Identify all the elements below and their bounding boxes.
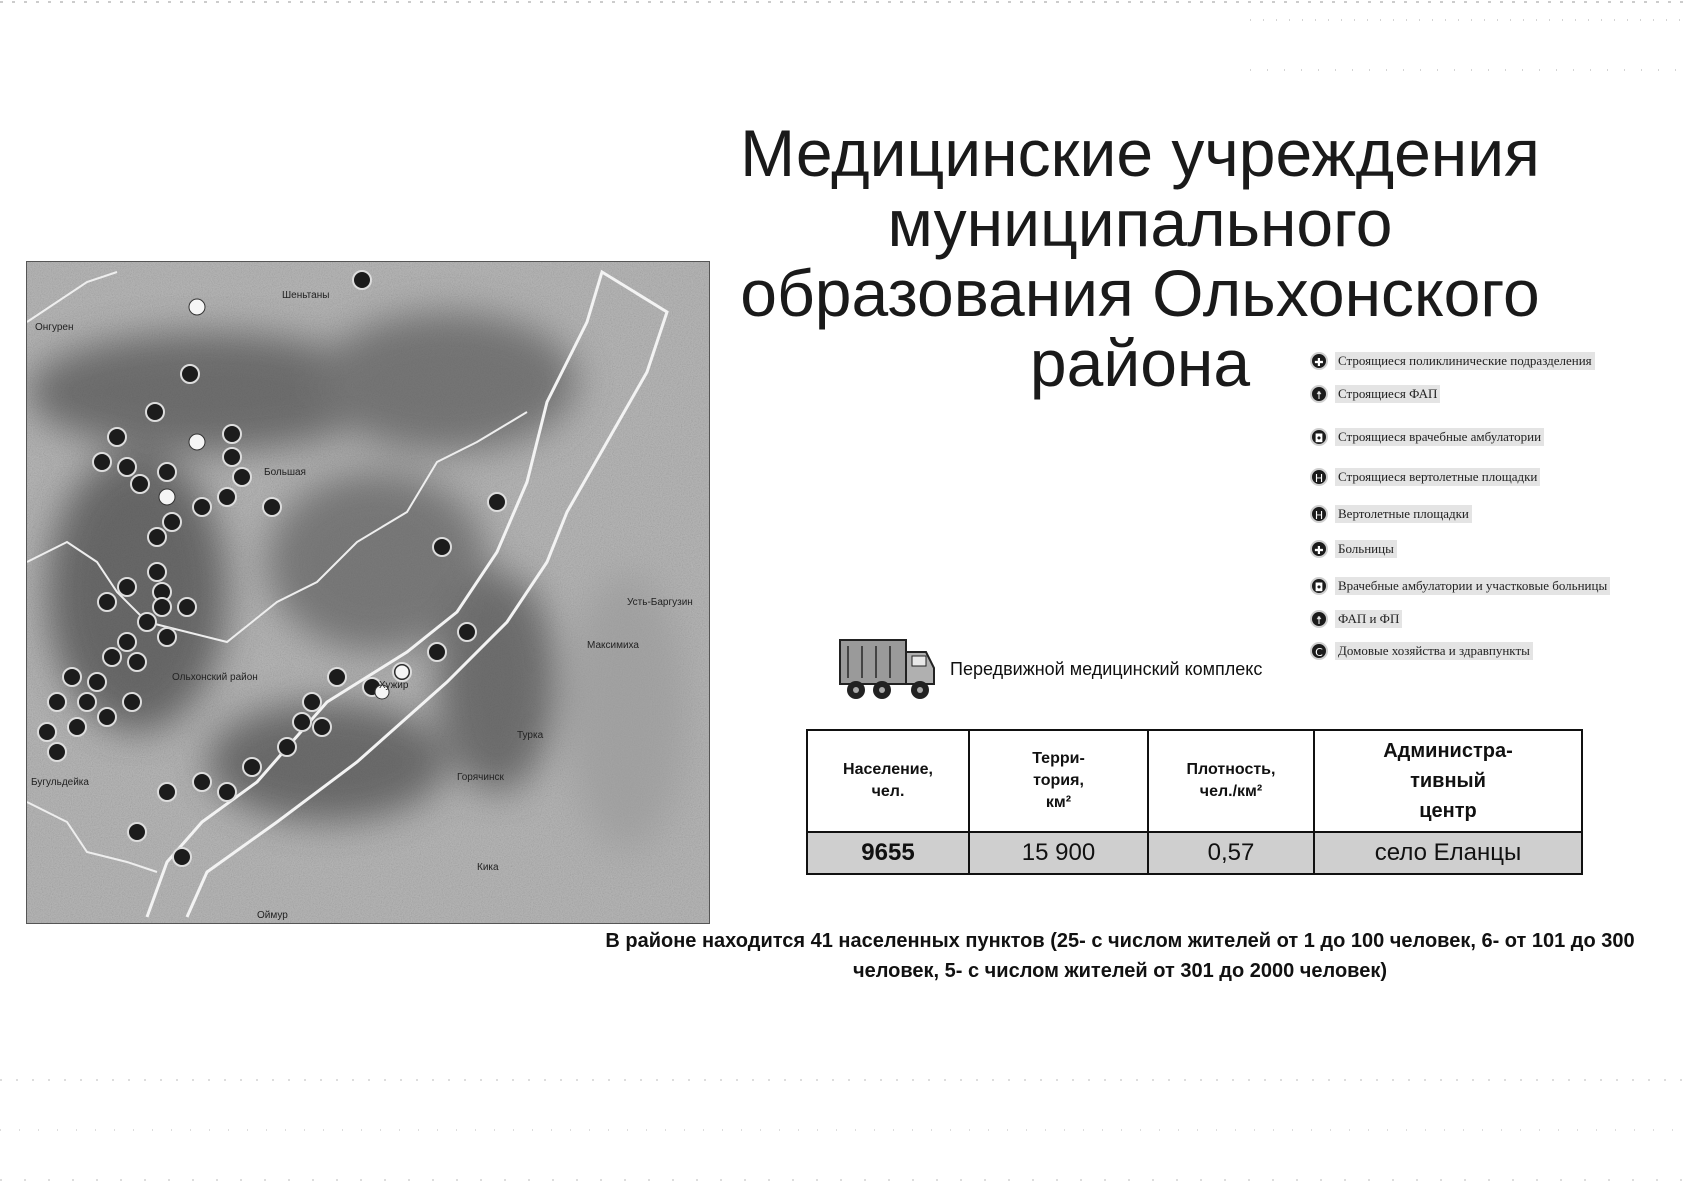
helipad-h-icon: H <box>1310 468 1328 486</box>
plus-circle-icon: ✚ <box>1310 352 1328 370</box>
title-line: района <box>1029 326 1251 400</box>
legend-label: Строящиеся поликлинические подразделения <box>1335 352 1595 370</box>
density-cell: 0,57 <box>1148 832 1314 874</box>
legend-item <box>1310 577 1610 595</box>
legend-item <box>1310 610 1402 628</box>
helipad-h-icon: H <box>1310 505 1328 523</box>
settlements-note: В районе находится 41 населенных пунктов (25- с числом жителей от 1 до 100 человек, 6- от 101 до 300 человек, 5- с числом жителей от 301 до 2000 человек) <box>605 930 1635 982</box>
map-label: Хужир <box>379 680 409 691</box>
legend-label: Домовые хозяйства и здравпункты <box>1335 642 1533 660</box>
cross-circle-icon: ☨ <box>1310 385 1328 403</box>
map-label: Усть-Баргузин <box>627 597 693 608</box>
mobile-complex-label: Передвижной медицинский комплекс <box>950 658 1263 679</box>
column-header: Терри- тория, км² <box>969 730 1148 832</box>
shield-circle-icon: ◘ <box>1310 428 1328 446</box>
mobile-complex <box>838 632 1262 706</box>
legend-label: Больницы <box>1335 540 1397 558</box>
legend-label: ФАП и ФП <box>1335 610 1402 628</box>
map-label: Онгурен <box>35 322 74 333</box>
district-map <box>26 261 710 924</box>
cross-circle-icon: ☨ <box>1310 610 1328 628</box>
column-header: Население, чел. <box>807 730 969 832</box>
map-label: Большая <box>264 467 306 478</box>
c-circle-icon: C <box>1310 642 1328 660</box>
title-line: образования Ольхонского <box>740 256 1540 330</box>
legend-item <box>1310 385 1440 403</box>
legend-label: Строящиеся ФАП <box>1335 385 1440 403</box>
table-row <box>807 832 1582 874</box>
population-cell: 9655 <box>807 832 969 874</box>
map-label: Турка <box>517 730 544 741</box>
title-line: муниципального <box>887 186 1393 260</box>
legend-item <box>1310 642 1533 660</box>
plus-circle-icon: ✚ <box>1310 540 1328 558</box>
legend-item <box>1310 352 1595 370</box>
map-label: Бугульдейка <box>31 777 89 788</box>
shield-circle-icon: ◘ <box>1310 577 1328 595</box>
map-label: Оймур <box>257 910 288 921</box>
map-label: Кика <box>477 862 499 873</box>
table-header-row <box>807 730 1582 832</box>
map-label: Ольхонский район <box>172 672 258 683</box>
legend-item <box>1310 505 1472 523</box>
column-header: Администра- тивный центр <box>1314 730 1582 832</box>
legend-label: Строящиеся вертолетные площадки <box>1335 468 1540 486</box>
column-header: Плотность, чел./км² <box>1148 730 1314 832</box>
district-stats-table <box>806 729 1583 875</box>
map-label: Шеньтаны <box>282 290 330 301</box>
legend-item <box>1310 468 1540 486</box>
legend-label: Вертолетные площадки <box>1335 505 1472 523</box>
map-graphic <box>27 262 709 923</box>
legend-item <box>1310 540 1397 558</box>
territory-cell: 15 900 <box>969 832 1148 874</box>
map-label: Горячинск <box>457 772 504 783</box>
legend-label: Строящиеся врачебные амбулатории <box>1335 428 1544 446</box>
truck-icon <box>838 632 938 706</box>
legend-item <box>1310 428 1544 446</box>
title-line: Медицинские учреждения <box>740 116 1540 190</box>
map-label: Максимиха <box>587 640 639 651</box>
admin-center-cell: село Еланцы <box>1314 832 1582 874</box>
legend-label: Врачебные амбулатории и участковые больницы <box>1335 577 1610 595</box>
